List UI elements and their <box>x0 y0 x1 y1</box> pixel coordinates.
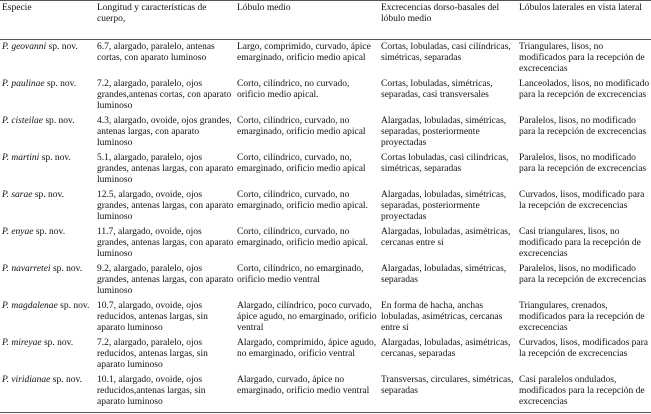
length-cell: 11.7, alargado, ovoide, ojos grandes, antenas largas, con aparato luminoso <box>97 227 234 259</box>
header-length: Longitud y características de cuerpo, <box>95 1 235 40</box>
lateral-lobes-cell: Triangulares, lisos, no modificados para la recepción de excrecencias <box>519 42 645 74</box>
excrescences-cell: Alargadas, lobuladas, asimétricas, cercanas, separadas <box>381 338 511 359</box>
median-lobe-cell: Corto, cilíndrico, curvado, no emarginado, orificio medio apical. <box>237 227 368 248</box>
lateral-lobes-cell: Lanceolados, lisos, no modificado para la recepción de excrecencias <box>519 79 650 100</box>
lateral-lobes-cell: Paralelos, lisos, no modificado para la recepción de excrecencias <box>519 153 647 174</box>
species-name: P. geovanni <box>2 42 47 52</box>
lateral-lobes-cell: Casi triangulares, lisos, no modificado para la recepción de excrecencias <box>519 227 641 259</box>
excrescences-cell: Alargadas, lobuladas, simétricas, separadas, posteriormente proyectadas <box>381 190 507 222</box>
species-cell <box>0 301 95 338</box>
table-row <box>0 264 651 301</box>
excrescences-cell: Cortas, lobuladas, simétricas, separadas, casi transversales <box>381 79 493 100</box>
median-lobe-cell: Corto, cilíndrico, curvado, no, emarginado, orificio medio apical <box>237 153 366 174</box>
lateral-lobes-cell: Casi paralelos ondulados, modificados para la recepción de excrecencias <box>517 375 651 413</box>
species-cell <box>0 264 95 301</box>
median-lobe-cell: Alargado, comprimido, ápice agudo, no emarginado, orificio ventral <box>237 338 377 359</box>
table-row <box>0 338 651 375</box>
lateral-lobes-cell: Curvados, lisos, modificado para la recepción de excrecencias <box>519 190 645 211</box>
species-name: P. enyae <box>2 227 34 237</box>
species-suffix: sp. nov. <box>41 338 74 348</box>
species-name: P. viridianae <box>2 375 51 385</box>
table-row <box>0 79 651 116</box>
table-row <box>0 153 651 190</box>
length-cell: 10.7, alargado, ovoide, ojos reducidos, antenas largas, sin aparato luminoso <box>97 301 208 333</box>
length-cell: 9.2, alargado, paralelo, ojos grandes, antenas largas, con aparato luminoso <box>97 264 234 296</box>
lateral-lobes-cell: Paralelos, lisos, no modificado para la recepción de excrecencias <box>519 116 647 137</box>
table-row <box>0 227 651 264</box>
species-suffix: sp. nov. <box>46 42 78 52</box>
excrescences-cell: Alargadas, lobuladas, asimétricas, cercanas entre sí <box>381 227 511 248</box>
header-excrescences: Excrecencias dorso-basales del lóbulo medio <box>379 1 517 40</box>
excrescences-cell: Cortas lobuladas, casi cilíndricas, simétricas, separadas <box>381 153 509 174</box>
species-name: P. martini <box>2 153 40 163</box>
species-cell <box>0 40 95 80</box>
table-row <box>0 301 651 338</box>
length-cell: 5.1, alargado, paralelo, ojos grandes, antenas largas, con aparato luminoso <box>97 153 234 185</box>
median-lobe-cell: Alargado, curvado, ápice no emarginado, orificio medio ventral <box>235 375 379 413</box>
lateral-lobes-cell: Triangulares, crenados, modificados para la recepción de excrecencias <box>519 301 645 333</box>
species-suffix: sp. nov. <box>39 153 71 163</box>
species-suffix: sp. nov. <box>32 190 65 200</box>
species-suffix: sp. nov. <box>44 79 77 89</box>
lateral-lobes-cell: Paralelos, lisos, no modificado para la recepción de excrecencias <box>519 264 647 285</box>
median-lobe-cell: Corto, cilíndrico, no emarginado, orificio medio ventral <box>237 264 364 285</box>
excrescences-cell: Alargadas, lobuladas, simétricas, separadas, posteriormente proyectadas <box>381 116 507 148</box>
median-lobe-cell: Alargado, cilíndrico, poco curvado, ápice agudo, no emarginado, orificio ventral <box>237 301 377 333</box>
species-suffix: sp. nov. <box>50 375 82 385</box>
length-cell: 6.7, alargado, paralelo, antenas cortas, con aparato luminoso <box>97 42 215 63</box>
species-name: P. navarretei <box>2 264 51 274</box>
table-row <box>0 116 651 153</box>
length-cell: 7.2, alargado, paralelo, ojos grandes,antenas cortas, con aparato luminoso <box>97 79 232 111</box>
header-median-lobe: Lóbulo medio <box>235 1 379 40</box>
excrescences-cell: Cortas, lobuladas, casi cilíndricas, simétricas, separadas <box>381 42 511 63</box>
length-cell: 4.3, alargado, ovoide, ojos grandes, antenas largas, con aparato luminoso <box>97 116 232 148</box>
species-cell <box>0 227 95 264</box>
species-name: P. magdalenae <box>2 301 58 311</box>
length-cell: 12.5, alargado, ovoide, ojos grandes, antenas largas, con aparato luminoso <box>97 190 234 222</box>
median-lobe-cell: Largo, comprimido, curvado, ápice emarginado, orificio medio apical <box>237 42 371 63</box>
lateral-lobes-cell: Curvados, lisos, modificados para la recepción de excrecencias <box>519 338 649 359</box>
species-cell <box>0 338 95 375</box>
median-lobe-cell: Corto, cilíndrico, no curvado, orificio medio apical. <box>237 79 350 100</box>
header-species: Especie <box>0 1 95 40</box>
species-name: P. sarae <box>2 190 33 200</box>
species-cell <box>0 79 95 116</box>
length-cell: 10.1, alargado, ovoide, ojos reducidos,antenas largas, sin aparato luminoso <box>95 375 235 413</box>
length-cell: 7.2, alargado, paralelo, ojos reducidos, antenas largas, sin aparato luminoso <box>97 338 208 370</box>
species-cell <box>0 153 95 190</box>
header-row <box>0 1 651 40</box>
table-row <box>0 375 651 413</box>
species-name: P. mireyae <box>2 338 42 348</box>
table-row <box>0 190 651 227</box>
species-suffix: sp. nov. <box>42 116 75 126</box>
species-name: P. paulinae <box>2 79 45 89</box>
header-lateral-lobes: Lóbulos laterales en vista lateral <box>517 1 651 40</box>
median-lobe-cell: Corto, cilíndrico, curvado, no emarginado, orificio medio apical. <box>237 190 368 211</box>
excrescences-cell: En forma de hacha, anchas lobuladas, asimétricas, cercanas entre sí <box>381 301 503 333</box>
species-suffix: sp. nov. <box>50 264 83 274</box>
median-lobe-cell: Corto, cilíndrico, curvado, no emarginado, orificio medio apical <box>237 116 366 137</box>
excrescences-cell: Alargadas, lobuladas, simétricas, separadas <box>381 264 507 285</box>
excrescences-cell: Transversas, circulares, simétricas, separadas <box>379 375 517 413</box>
species-cell <box>0 190 95 227</box>
table-row <box>0 40 651 80</box>
species-cell <box>0 116 95 153</box>
species-cell <box>0 375 95 413</box>
species-suffix: sp. nov. <box>57 301 90 311</box>
species-suffix: sp. nov. <box>33 227 66 237</box>
species-name: P. cisteilae <box>2 116 43 126</box>
